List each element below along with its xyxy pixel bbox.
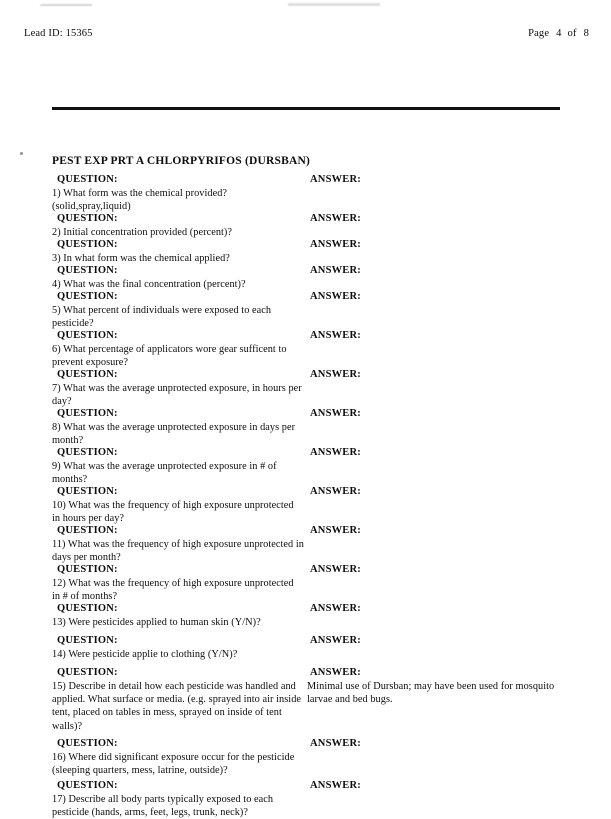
qa-label-row — [0, 780, 611, 793]
qa-block — [0, 408, 611, 447]
qa-block — [0, 635, 611, 661]
qa-label-row — [0, 369, 611, 382]
qa-body-row — [0, 187, 611, 213]
question-text: 9) What was the average unprotected exposure in # of months? — [52, 461, 277, 486]
qa-label-row — [0, 174, 611, 187]
qa-block — [0, 525, 611, 564]
question-text: 11) What was the frequency of high exposure unprotected in days per month? — [52, 539, 304, 564]
question-label: QUESTION: — [57, 330, 118, 341]
question-text: 15) Describe in detail how each pesticide was handled and applied. What surface or media. (e.g. sprayed into air inside tent, placed on tables in mess, sprayed on inside of tent walls)? — [52, 681, 302, 732]
question-label: QUESTION: — [57, 738, 118, 749]
answer-label: ANSWER: — [310, 291, 361, 302]
qa-label-row — [0, 330, 611, 343]
question-label: QUESTION: — [57, 213, 118, 224]
question-text: 1) What form was the chemical provided?(solid,spray,liquid) — [52, 188, 228, 213]
qa-body-row — [0, 793, 611, 819]
qa-label-row — [0, 408, 611, 421]
answer-label: ANSWER: — [310, 486, 361, 497]
qa-block — [0, 486, 611, 525]
qa-block — [0, 265, 611, 291]
answer-text[interactable]: Minimal use of Dursban; may have been used for mosquito larvae and bed bugs. — [307, 681, 555, 706]
page-total-number: 8 — [583, 28, 589, 39]
question-label: QUESTION: — [57, 408, 118, 419]
qa-label-row — [0, 486, 611, 499]
question-label: QUESTION: — [57, 369, 118, 380]
answer-label: ANSWER: — [310, 369, 361, 380]
scan-artifact-top-center — [288, 3, 380, 6]
question-text: 12) What was the frequency of high exposure unprotected in # of months? — [52, 578, 294, 603]
horizontal-divider-rule — [52, 107, 560, 110]
question-text: 2) Initial concentration provided (percent)? — [52, 227, 233, 238]
question-label: QUESTION: — [57, 265, 118, 276]
question-text: 10) What was the frequency of high exposure unprotected in hours per day? — [52, 500, 294, 525]
qa-label-row — [0, 291, 611, 304]
question-answer-list — [0, 174, 611, 819]
qa-label-row — [0, 564, 611, 577]
qa-block — [0, 213, 611, 239]
qa-body-row — [0, 278, 611, 291]
answer-label: ANSWER: — [310, 213, 361, 224]
qa-label-row — [0, 213, 611, 226]
question-label: QUESTION: — [57, 174, 118, 185]
answer-label: ANSWER: — [310, 635, 361, 646]
qa-body-row — [0, 499, 611, 525]
answer-label: ANSWER: — [310, 330, 361, 341]
question-text: 3) In what form was the chemical applied? — [52, 253, 230, 264]
qa-body-row — [0, 680, 611, 732]
qa-body-row — [0, 460, 611, 486]
qa-body-row — [0, 382, 611, 408]
page-of-word: of — [567, 28, 577, 39]
question-label: QUESTION: — [57, 780, 118, 791]
qa-body-row — [0, 252, 611, 265]
question-label: QUESTION: — [57, 239, 118, 250]
answer-label: ANSWER: — [310, 738, 361, 749]
page-number-label — [528, 28, 589, 39]
question-label: QUESTION: — [57, 525, 118, 536]
qa-label-row — [0, 265, 611, 278]
answer-label: ANSWER: — [310, 564, 361, 575]
qa-body-row — [0, 616, 611, 629]
answer-label: ANSWER: — [310, 265, 361, 276]
question-label: QUESTION: — [57, 603, 118, 614]
question-text: 5) What percent of individuals were exposed to each pesticide? — [52, 305, 272, 330]
question-text: 17) Describe all body parts typically exposed to each pesticide (hands, arms, feet, legs, trunk, neck)? — [52, 794, 274, 819]
answer-label: ANSWER: — [310, 174, 361, 185]
scan-artifact-left-margin — [20, 152, 23, 155]
qa-label-row — [0, 239, 611, 252]
qa-body-row — [0, 343, 611, 369]
question-text: 13) Were pesticides applied to human skin (Y/N)? — [52, 617, 261, 628]
qa-block — [0, 174, 611, 213]
qa-body-row — [0, 577, 611, 603]
qa-label-row — [0, 738, 611, 751]
question-label: QUESTION: — [57, 447, 118, 458]
qa-block — [0, 738, 611, 777]
qa-label-row — [0, 603, 611, 616]
qa-body-row — [0, 538, 611, 564]
question-text: 16) Where did significant exposure occur for the pesticide (sleeping quarters, mess, latrine, outside)? — [52, 752, 295, 777]
qa-label-row — [0, 667, 611, 680]
question-label: QUESTION: — [57, 486, 118, 497]
qa-block — [0, 291, 611, 330]
question-label: QUESTION: — [57, 564, 118, 575]
page-header — [0, 28, 611, 46]
page-title: PEST EXP PRT A CHLORPYRIFOS (DURSBAN) — [52, 155, 311, 167]
question-text: 7) What was the average unprotected exposure, in hours per day? — [52, 383, 302, 408]
question-label: QUESTION: — [57, 635, 118, 646]
question-text: 8) What was the average unprotected exposure in days per month? — [52, 422, 296, 447]
question-text: 14) Were pesticide applie to clothing (Y/N)? — [52, 649, 238, 660]
qa-label-row — [0, 447, 611, 460]
question-label: QUESTION: — [57, 667, 118, 678]
qa-block — [0, 239, 611, 265]
qa-block — [0, 667, 611, 732]
qa-body-row — [0, 304, 611, 330]
question-label: QUESTION: — [57, 291, 118, 302]
qa-block — [0, 603, 611, 629]
qa-label-row — [0, 635, 611, 648]
qa-block — [0, 780, 611, 819]
page-current-number: 4 — [556, 28, 562, 39]
qa-body-row — [0, 421, 611, 447]
answer-label: ANSWER: — [310, 447, 361, 458]
page-word: Page — [528, 28, 550, 39]
qa-block — [0, 330, 611, 369]
qa-block — [0, 447, 611, 486]
answer-label: ANSWER: — [310, 239, 361, 250]
qa-block — [0, 564, 611, 603]
qa-body-row — [0, 648, 611, 661]
qa-body-row — [0, 751, 611, 777]
answer-label: ANSWER: — [310, 780, 361, 791]
qa-label-row — [0, 525, 611, 538]
qa-body-row — [0, 226, 611, 239]
answer-label: ANSWER: — [310, 667, 361, 678]
answer-label: ANSWER: — [310, 525, 361, 536]
lead-id-label: Lead ID: 15365 — [24, 28, 93, 39]
question-text: 6) What percentage of applicators wore gear sufficent to prevent exposure? — [52, 344, 287, 369]
answer-label: ANSWER: — [310, 408, 361, 419]
question-text: 4) What was the final concentration (percent)? — [52, 279, 246, 290]
qa-block — [0, 369, 611, 408]
answer-label: ANSWER: — [310, 603, 361, 614]
scan-artifact-top-left — [40, 4, 92, 6]
